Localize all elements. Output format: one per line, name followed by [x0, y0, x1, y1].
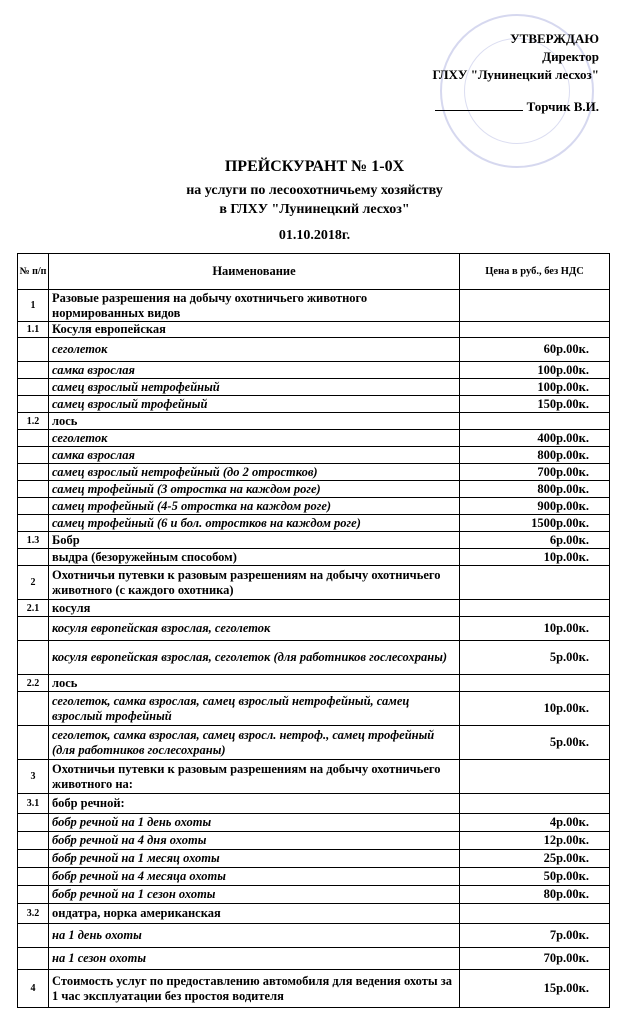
table-row	[18, 904, 610, 924]
row-number: 2	[18, 566, 49, 600]
row-price: 6р.00к.	[460, 532, 610, 549]
row-name: самка взрослая	[49, 362, 460, 379]
row-number	[18, 549, 49, 566]
row-name: бобр речной на 1 день охоты	[49, 814, 460, 832]
approve-signer: Торчик В.И.	[526, 99, 599, 114]
row-number: 1.2	[18, 413, 49, 430]
row-price	[460, 760, 610, 794]
table-row	[18, 430, 610, 447]
price-table	[17, 253, 610, 1008]
table-row	[18, 641, 610, 675]
row-price: 15р.00к.	[460, 970, 610, 1008]
row-name: сеголеток	[49, 430, 460, 447]
row-price: 70р.00к.	[460, 948, 610, 970]
row-name: лось	[49, 675, 460, 692]
row-number: 1.1	[18, 322, 49, 338]
row-price: 800р.00к.	[460, 481, 610, 498]
row-price: 12р.00к.	[460, 832, 610, 850]
table-row	[18, 794, 610, 814]
row-price: 900р.00к.	[460, 498, 610, 515]
row-price: 80р.00к.	[460, 886, 610, 904]
table-row	[18, 447, 610, 464]
row-price: 4р.00к.	[460, 814, 610, 832]
doc-title: ПРЕЙСКУРАНТ № 1-0Х	[224, 158, 405, 175]
row-price: 25р.00к.	[460, 850, 610, 868]
row-number: 3.2	[18, 904, 49, 924]
table-row	[18, 600, 610, 617]
row-price	[460, 794, 610, 814]
col-price-header: Цена в руб., без НДС	[460, 254, 610, 290]
row-number: 1.3	[18, 532, 49, 549]
row-price	[460, 290, 610, 322]
row-number	[18, 430, 49, 447]
doc-subtitle-line1: на услуги по лесоохотничьему хозяйству	[186, 183, 443, 198]
row-number: 2.2	[18, 675, 49, 692]
table-row	[18, 566, 610, 600]
approve-position: Директор	[542, 49, 599, 64]
row-number	[18, 641, 49, 675]
row-price: 7р.00к.	[460, 924, 610, 948]
row-name: косуля европейская взрослая, сеголеток (для работников гослесохраны)	[49, 641, 460, 675]
row-price: 5р.00к.	[460, 726, 610, 760]
table-row	[18, 868, 610, 886]
row-name: самец взрослый трофейный	[49, 396, 460, 413]
row-number: 2.1	[18, 600, 49, 617]
row-price	[460, 904, 610, 924]
row-name: Охотничьи путевки к разовым разрешениям на добычу охотничьего животного на:	[49, 760, 460, 794]
signature-line	[435, 110, 523, 111]
row-name: косуля европейская взрослая, сеголеток	[49, 617, 460, 641]
row-price: 700р.00к.	[460, 464, 610, 481]
row-number	[18, 850, 49, 868]
row-name: бобр речной на 1 сезон охоты	[49, 886, 460, 904]
approve-label: УТВЕРЖДАЮ	[510, 31, 599, 46]
row-number	[18, 338, 49, 362]
row-name: Бобр	[49, 532, 460, 549]
row-number	[18, 464, 49, 481]
row-price	[460, 413, 610, 430]
row-price: 100р.00к.	[460, 379, 610, 396]
table-row	[18, 726, 610, 760]
row-name: самка взрослая	[49, 447, 460, 464]
row-price: 150р.00к.	[460, 396, 610, 413]
approval-block	[433, 30, 599, 116]
row-name: бобр речной на 4 дня охоты	[49, 832, 460, 850]
row-name: бобр речной на 4 месяца охоты	[49, 868, 460, 886]
table-header	[18, 254, 610, 290]
table-row	[18, 379, 610, 396]
row-price: 10р.00к.	[460, 692, 610, 726]
table-row	[18, 970, 610, 1008]
table-row	[18, 617, 610, 641]
table-row	[18, 481, 610, 498]
row-name: ондатра, норка американская	[49, 904, 460, 924]
table-row	[18, 832, 610, 850]
row-number	[18, 726, 49, 760]
row-name: сеголеток, самка взрослая, самец взросл. нетроф., самец трофейный (для работников гослесохраны)	[49, 726, 460, 760]
table-row	[18, 464, 610, 481]
row-price: 5р.00к.	[460, 641, 610, 675]
row-price: 800р.00к.	[460, 447, 610, 464]
row-number	[18, 498, 49, 515]
row-name: лось	[49, 413, 460, 430]
row-number	[18, 481, 49, 498]
row-name: сеголеток	[49, 338, 460, 362]
row-number	[18, 868, 49, 886]
row-number	[18, 379, 49, 396]
col-name-header: Наименование	[49, 254, 460, 290]
table-row	[18, 498, 610, 515]
table-row	[18, 413, 610, 430]
row-price	[460, 322, 610, 338]
row-price: 1500р.00к.	[460, 515, 610, 532]
row-price: 50р.00к.	[460, 868, 610, 886]
row-name: Разовые разрешения на добычу охотничьего животного нормированных видов	[49, 290, 460, 322]
table-row	[18, 675, 610, 692]
row-number: 3.1	[18, 794, 49, 814]
approve-org: ГЛХУ "Лунинецкий лесхоз"	[432, 67, 599, 82]
row-name: на 1 день охоты	[49, 924, 460, 948]
table-row	[18, 549, 610, 566]
row-name: сеголеток, самка взрослая, самец взрослый нетрофейный, самец взрослый трофейный	[49, 692, 460, 726]
row-name: Косуля европейская	[49, 322, 460, 338]
row-name: выдра (безоружейным способом)	[49, 549, 460, 566]
table-row	[18, 924, 610, 948]
row-number	[18, 362, 49, 379]
table-row	[18, 814, 610, 832]
table-row	[18, 532, 610, 549]
doc-date: 01.10.2018г.	[278, 228, 351, 243]
row-number	[18, 886, 49, 904]
row-name: самец трофейный (6 и бол. отростков на каждом роге)	[49, 515, 460, 532]
row-number	[18, 396, 49, 413]
table-row	[18, 338, 610, 362]
row-number: 1	[18, 290, 49, 322]
row-number	[18, 515, 49, 532]
row-number	[18, 832, 49, 850]
doc-subtitle	[0, 181, 629, 219]
row-name: косуля	[49, 600, 460, 617]
row-number	[18, 447, 49, 464]
row-name: бобр речной на 1 месяц охоты	[49, 850, 460, 868]
table-row	[18, 290, 610, 322]
row-number	[18, 948, 49, 970]
row-number	[18, 692, 49, 726]
table-row	[18, 886, 610, 904]
table-row	[18, 322, 610, 338]
row-name: бобр речной:	[49, 794, 460, 814]
doc-subtitle-line2: в ГЛХУ "Лунинецкий лесхоз"	[219, 202, 410, 217]
table-row	[18, 692, 610, 726]
row-name: самец трофейный (4-5 отростка на каждом роге)	[49, 498, 460, 515]
table-row	[18, 850, 610, 868]
col-num-header: № п/п	[18, 254, 49, 290]
table-row	[18, 396, 610, 413]
row-number: 3	[18, 760, 49, 794]
row-number	[18, 924, 49, 948]
row-name: самец взрослый нетрофейный	[49, 379, 460, 396]
row-number: 4	[18, 970, 49, 1008]
row-name: Охотничьи путевки к разовым разрешениям на добычу охотничьего животного (с каждого охотника)	[49, 566, 460, 600]
row-name: самец трофейный (3 отростка на каждом роге)	[49, 481, 460, 498]
row-price: 100р.00к.	[460, 362, 610, 379]
row-price: 10р.00к.	[460, 549, 610, 566]
row-number	[18, 617, 49, 641]
row-number	[18, 814, 49, 832]
row-name: на 1 сезон охоты	[49, 948, 460, 970]
row-price	[460, 675, 610, 692]
row-price: 400р.00к.	[460, 430, 610, 447]
row-price	[460, 600, 610, 617]
row-name: самец взрослый нетрофейный (до 2 отростков)	[49, 464, 460, 481]
table-row	[18, 948, 610, 970]
row-price: 10р.00к.	[460, 617, 610, 641]
row-name: Стоимость услуг по предоставлению автомобиля для ведения охоты за 1 час эксплуатации без простоя водителя	[49, 970, 460, 1008]
table-row	[18, 362, 610, 379]
table-row	[18, 760, 610, 794]
row-price	[460, 566, 610, 600]
row-price: 60р.00к.	[460, 338, 610, 362]
table-row	[18, 515, 610, 532]
